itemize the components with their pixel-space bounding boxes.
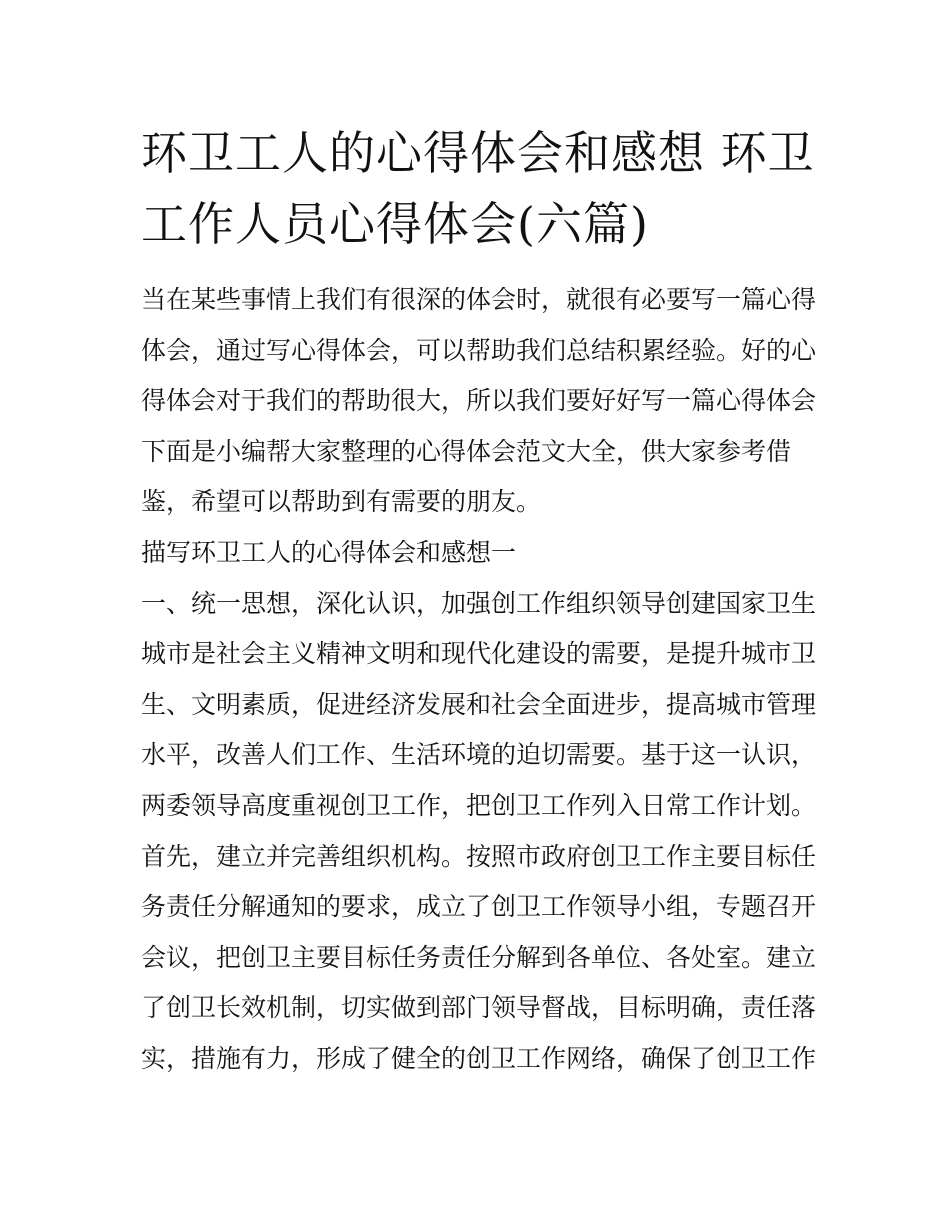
section-heading: 描写环卫工人的心得体会和感想一 [141,538,517,567]
body-line-4: 下面是小编帮大家整理的心得体会范文大全，供大家参考借 [141,437,792,466]
body-line-3: 得体会对于我们的帮助很大，所以我们要好好写一篇心得体会 [141,386,817,415]
document-title: 环卫工人的心得体会和感想 环卫工作人员心得体会(六篇) [141,126,815,251]
body-line-12: 首先，建立并完善组织机构。按照市政府创卫工作主要目标任 [141,842,817,871]
body-line-1: 当在某些事情上我们有很深的体会时，就很有必要写一篇心得 [141,285,817,314]
body-line-14: 会议，把创卫主要目标任务责任分解到各单位、各处室。建立 [141,943,817,972]
body-line-2: 体会，通过写心得体会，可以帮助我们总结积累经验。好的心 [141,336,817,365]
body-line-7: 一、统一思想，深化认识，加强创工作组织领导创建国家卫生 [141,589,817,618]
body-line-16: 实，措施有力，形成了健全的创卫工作网络，确保了创卫工作 [141,1044,817,1073]
body-line-9: 生、文明素质，促进经济发展和社会全面进步，提高城市管理 [141,690,817,719]
body-line-5: 鉴，希望可以帮助到有需要的朋友。 [141,487,542,516]
body-line-10: 水平，改善人们工作、生活环境的迫切需要。基于这一认识， [141,740,817,769]
body-line-11: 两委领导高度重视创卫工作，把创卫工作列入日常工作计划。 [141,791,817,820]
body-line-15: 了创卫长效机制，切实做到部门领导督战，目标明确，责任落 [141,993,817,1022]
body-line-13: 务责任分解通知的要求，成立了创卫工作领导小组，专题召开 [141,892,817,921]
body-line-8: 城市是社会主义精神文明和现代化建设的需要，是提升城市卫 [141,639,817,668]
